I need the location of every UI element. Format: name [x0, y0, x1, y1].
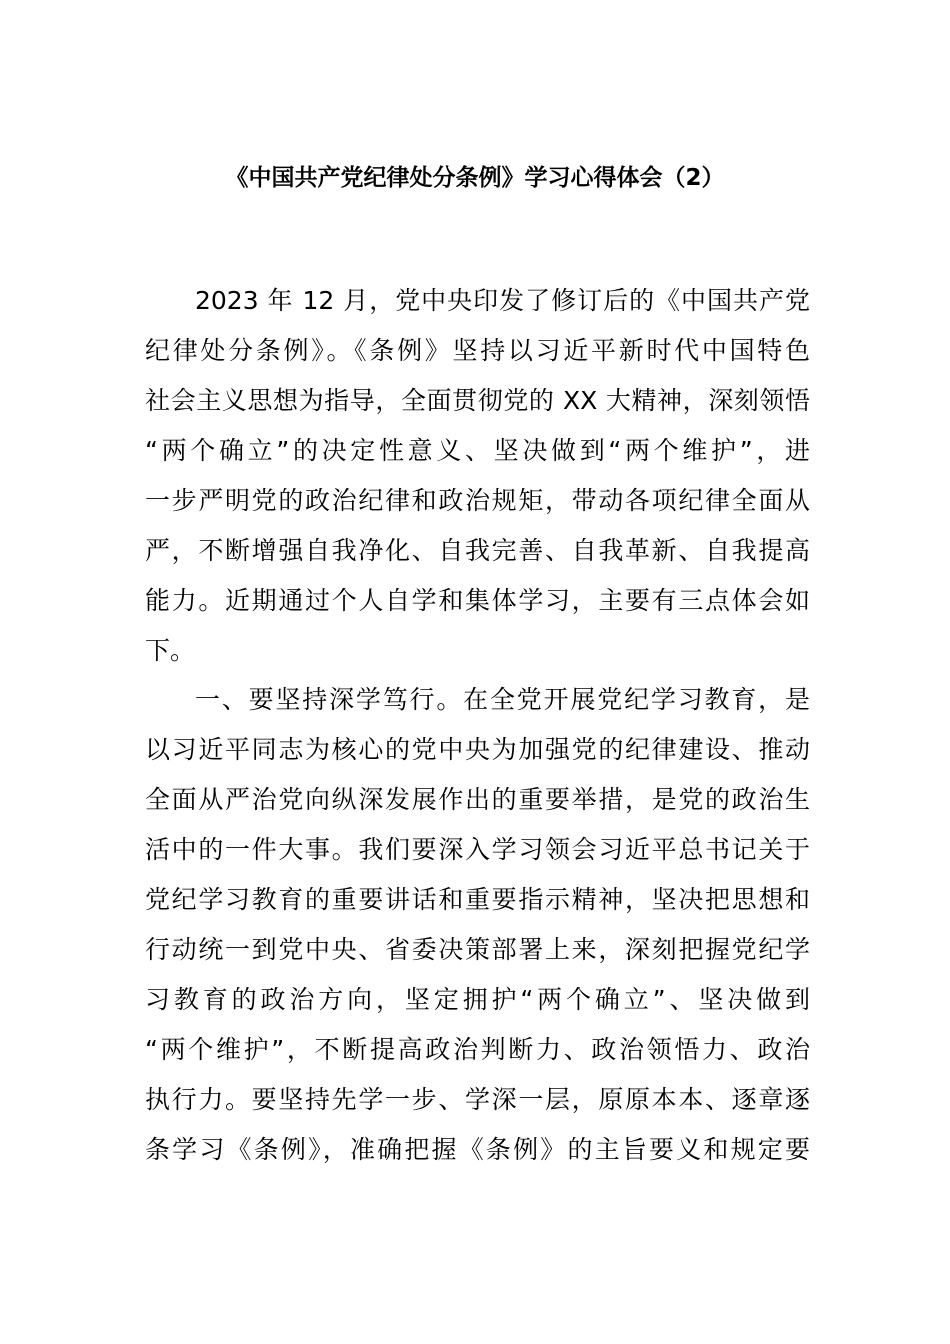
paragraph-line: 党纪学习教育的重要讲话和重要指示精神，坚决把思想和 [145, 885, 810, 914]
document-title: 《中国共产党纪律处分条例》学习心得体会（2） [225, 165, 725, 191]
paragraph-line: 活中的一件大事。我们要深入学习领会习近平总书记关于 [145, 835, 810, 864]
paragraph-line: 严，不断增强自我净化、自我完善、自我革新、自我提高 [145, 536, 810, 565]
paragraph-line: 执行力。要坚持先学一步、学深一层，原原本本、逐章逐 [145, 1085, 810, 1114]
paragraph-line: 一、要坚持深学笃行。在全党开展党纪学习教育，是 [195, 685, 810, 714]
paragraph-line: 下。 [145, 636, 196, 665]
paragraph-line: 习教育的政治方向，坚定拥护“两个确立”、坚决做到 [145, 985, 810, 1014]
paragraph-line: 行动统一到党中央、省委决策部署上来，深刻把握党纪学 [145, 935, 810, 964]
paragraph-line: 全面从严治党向纵深发展作出的重要举措，是党的政治生 [145, 785, 810, 814]
paragraph-line: “两个维护”，不断提高政治判断力、政治领悟力、政治 [145, 1035, 810, 1064]
paragraph-line: 能力。近期通过个人自学和集体学习，主要有三点体会如 [145, 586, 810, 615]
paragraph-line: 一步严明党的政治纪律和政治规矩，带动各项纪律全面从 [145, 486, 810, 515]
paragraph-line: 社会主义思想为指导，全面贯彻党的 XX 大精神，深刻领悟 [145, 386, 810, 415]
paragraph-line: 以习近平同志为核心的党中央为加强党的纪律建设、推动 [145, 735, 810, 764]
paragraph-line: 纪律处分条例》。《条例》坚持以习近平新时代中国特色 [145, 336, 810, 365]
paragraph-line: “两个确立”的决定性意义、坚决做到“两个维护”，进 [145, 436, 810, 465]
paragraph-line: 条学习《条例》，准确把握《条例》的主旨要义和规定要 [145, 1135, 810, 1164]
paragraph-line: 2023 年 12 月，党中央印发了修订后的《中国共产党 [195, 286, 810, 315]
